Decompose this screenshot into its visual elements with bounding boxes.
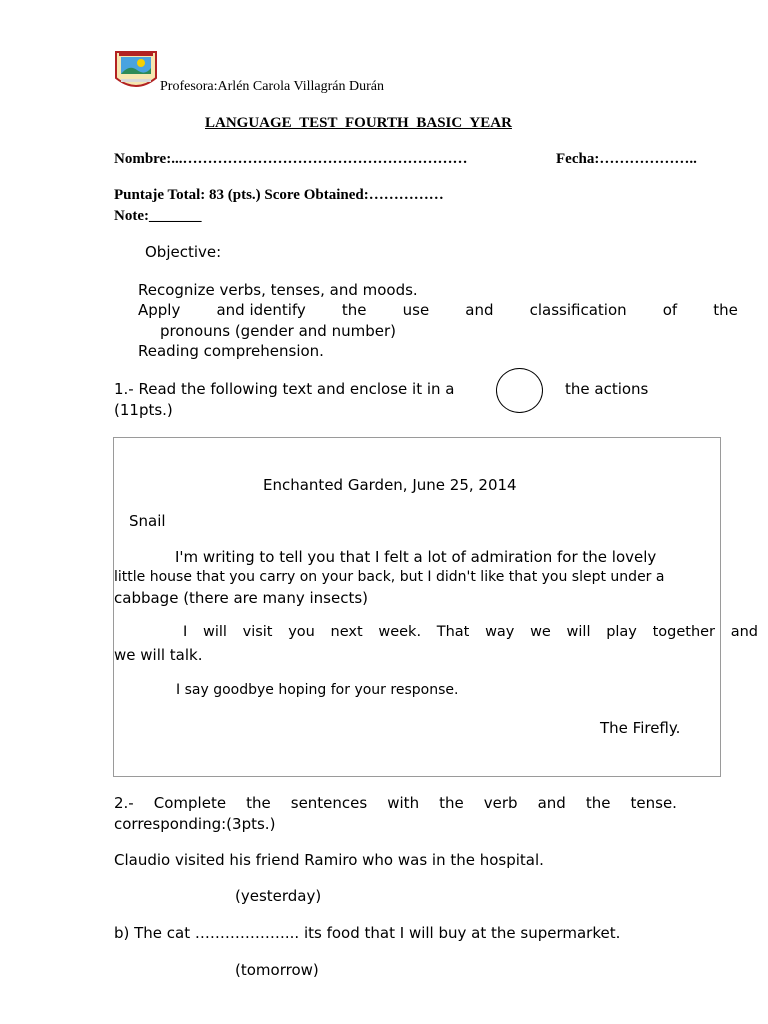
question-1-text-end: the actions — [565, 380, 649, 398]
objective-label: Objective: — [145, 243, 222, 261]
objective-word: of — [662, 301, 678, 319]
total-score: Puntaje Total: 83 (pts.) Score Obtained:…………… — [114, 187, 444, 203]
teacher-name: Profesora:Arlén Carola Villagrán Durán — [160, 79, 384, 94]
letter-paragraph-line: cabbage (there are many insects) — [114, 589, 368, 607]
objective-item — [138, 301, 738, 319]
objective-word: the — [341, 301, 367, 319]
letter-paragraph-line: I will visit you next week. That way we will play together and — [183, 624, 758, 640]
circle-shape — [496, 368, 543, 413]
question-2-points: corresponding:(3pts.) — [114, 815, 276, 833]
letter-signature: The Firefly. — [600, 719, 681, 737]
objective-word: use — [402, 301, 430, 319]
letter-place-date: Enchanted Garden, June 25, 2014 — [263, 476, 517, 494]
objective-text: Reading comprehension. — [138, 342, 324, 360]
objective-text: Recognize verbs, tenses, and moods. — [138, 281, 418, 299]
hint-a: (yesterday) — [235, 887, 322, 905]
letter-paragraph-line: I'm writing to tell you that I felt a lot of admiration for the lovely — [175, 548, 657, 566]
hint-b: (tomorrow) — [235, 961, 319, 979]
question-2-text: 2.- Complete the sentences with the verb and the tense. — [114, 794, 677, 812]
objective-word: Apply — [138, 301, 181, 319]
fecha-field: Fecha:……………….. — [556, 151, 697, 167]
objective-word: and identify — [216, 301, 306, 319]
note-field: Note:_______ — [114, 208, 202, 224]
sentence-a: Claudio visited his friend Ramiro who was in the hospital. — [114, 851, 544, 869]
objective-word: and — [465, 301, 494, 319]
nombre-field: Nombre:...………………………………………………… — [114, 151, 468, 167]
question-1-text: 1.- Read the following text and enclose it in a — [114, 380, 455, 398]
objective-item — [138, 342, 324, 360]
objective-word: classification — [529, 301, 627, 319]
letter-salutation: Snail — [129, 512, 166, 530]
letter-paragraph-line: little house that you carry on your back, but I didn't like that you slept under a — [114, 569, 665, 585]
school-logo — [113, 50, 159, 92]
page-title: LANGUAGE TEST FOURTH BASIC YEAR — [205, 115, 512, 131]
sentence-b: b) The cat ………………... its food that I will buy at the supermarket. — [114, 924, 621, 942]
objective-text-continued: pronouns (gender and number) — [160, 322, 396, 340]
question-1-points: (11pts.) — [114, 401, 173, 419]
letter-closing: I say goodbye hoping for your response. — [176, 682, 459, 698]
objective-item — [138, 281, 418, 299]
objective-word: the — [713, 301, 738, 319]
letter-paragraph-line: we will talk. — [114, 646, 203, 664]
